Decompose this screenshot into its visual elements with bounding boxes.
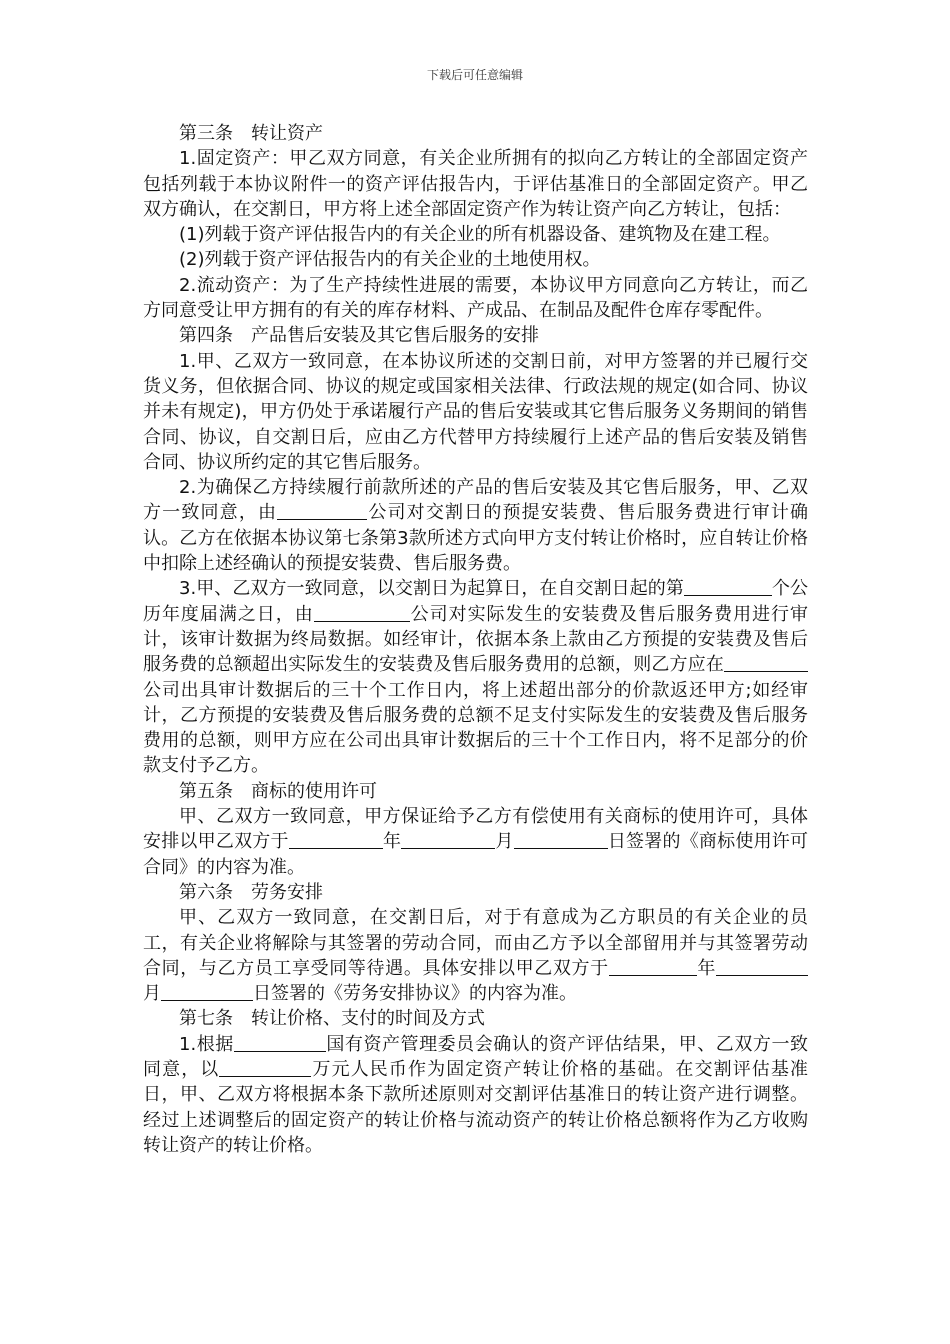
clause-text: 万元人民币作为固定资产转让价格的基础。在交割评估基准日，甲、乙双方将根据本条下款所述原则对交割评估基准日的转让资产进行调整。经过上述调整后的固定资产的转让价格与流动资产的转让价格总额将作为乙方收购转让资产的转让价格。 [143, 1058, 809, 1156]
article-6-clause-1 [143, 905, 808, 1006]
article-3-clause-1: 1.固定资产：甲乙双方同意，有关企业所拥有的拟向乙方转让的全部固定资产包括列载于本协议附件一的资产评估报告内，于评估基准日的全部固定资产。甲乙双方确认，在交割日，甲方将上述全部固定资产作为转让资产向乙方转让，包括： [143, 148, 808, 220]
clause-text: 1.根据 [179, 1033, 234, 1055]
clause-text: 甲、乙双方一致同意，在交割日后，对于有意成为乙方职员的有关企业的员工，有关企业将解除与其签署的劳动合同，而由乙方予以全部留用并与其签署劳动合同，与乙方员工享受同等待遇。具体安排以甲乙双方于 [143, 907, 808, 979]
clause-text: 公司出具审计数据后的三十个工作日内，将上述超出部分的价款返还甲方;如经审计，乙方预提的安装费及售后服务费的总额不足支付实际发生的安装费及售后服务费用的总额，则甲方应在公司出具审计数据后的三十个工作日内，将不足部分的价款支付予乙方。 [143, 679, 808, 777]
article-7-clause-1 [143, 1032, 808, 1158]
blank-company [277, 501, 367, 520]
blank-month [716, 957, 808, 976]
clause-text: 个公历年度届满之日，由 [143, 578, 809, 625]
article-4-clause-3 [143, 576, 808, 778]
clause-text: 2.为确保乙方持续履行前款所述的产品的售后安装及其它售后服务，甲、乙双方一致同意，由 [143, 477, 808, 524]
blank-company [314, 603, 410, 622]
blank-year-part1 [609, 957, 669, 976]
article-5-clause-1 [143, 804, 808, 880]
article-3-clause-2: 2.流动资产：为了生产持续性进展的需要，本协议甲方同意向乙方转让，而乙方同意受让甲方拥有的有关的库存材料、产成品、在制品及配件仓库存零配件。 [143, 274, 808, 322]
article-3-item-2: (2)列载于资产评估报告内的有关企业的土地使用权。 [179, 249, 601, 271]
blank-years-part1 [684, 577, 744, 596]
month-label: 月 [495, 831, 514, 853]
article-4-clause-1: 1.甲、乙双方一致同意，在本协议所述的交割日前，对甲方签署的并已履行交货义务，但依据合同、协议的规定或国家相关法律、行政法规的规定(如合同、协议并未有规定)，甲方仍处于承诺履行产品的售后安装或其它售后服务义务期间的销售合同、协议，自交割日后，应由乙方代替甲方持续履行上述产品的售后安装及销售合同、协议所约定的其它售后服务。 [143, 350, 808, 473]
article-4-title: 第四条 产品售后安装及其它售后服务的安排 [179, 325, 539, 347]
year-label: 年 [696, 957, 717, 979]
article-7-title: 第七条 转让价格、支付的时间及方式 [179, 1008, 485, 1030]
clause-text: 公司对实际发生的安装费及售后服务费用进行审计，该审计数据为终局数据。如经审计，依据本条上款由乙方预提的安装费及售后服务费的总额超出实际发生的安装费及售后服务费用的总额，则乙方应在 [143, 603, 809, 676]
blank-company [724, 653, 808, 672]
clause-text: 公司对交割日的预提安装费、售后服务费进行审计确认。乙方在依据本协议第七条第3款所述方式向甲方支付转让价格时，应自转让价格中扣除上述经确认的预提安装费、售后服务费。 [143, 502, 809, 575]
clause-text: 3.甲、乙双方一致同意，以交割日为起算日，在自交割日起的第 [179, 578, 684, 600]
blank-authority [234, 1033, 326, 1052]
clause-text: 国有资产管理委员会确认的资产评估结果，甲、乙双方一致同意，以 [143, 1033, 808, 1080]
blank-month [401, 830, 495, 849]
article-5-title: 第五条 商标的使用许可 [179, 780, 377, 802]
blank-day [161, 982, 253, 1001]
clause-text: 日签署的《劳务安排协议》的内容为准。 [253, 983, 577, 1005]
blank-year [289, 830, 383, 849]
blank-day [514, 830, 608, 849]
article-6-title: 第六条 劳务安排 [179, 881, 323, 903]
clause-text: 日签署的《商标使用许可合同》的内容为准。 [143, 831, 809, 878]
article-4-clause-2 [143, 475, 808, 576]
document-body [143, 121, 808, 1158]
blank-years-part2 [744, 577, 772, 596]
year-label: 年 [382, 831, 402, 853]
clause-text: 甲、乙双方一致同意，甲方保证给予乙方有偿使用有关商标的使用许可，具体安排以甲乙双方于 [143, 806, 808, 853]
blank-amount [219, 1058, 311, 1077]
page-header: 下载后可任意编辑 [426, 68, 523, 82]
month-label: 月 [143, 983, 161, 1005]
article-3-item-1: (1)列载于资产评估报告内的有关企业的所有机器设备、建筑物及在建工程。 [179, 224, 781, 246]
article-3-title: 第三条 转让资产 [179, 123, 323, 144]
blank-year-part2 [669, 957, 697, 976]
